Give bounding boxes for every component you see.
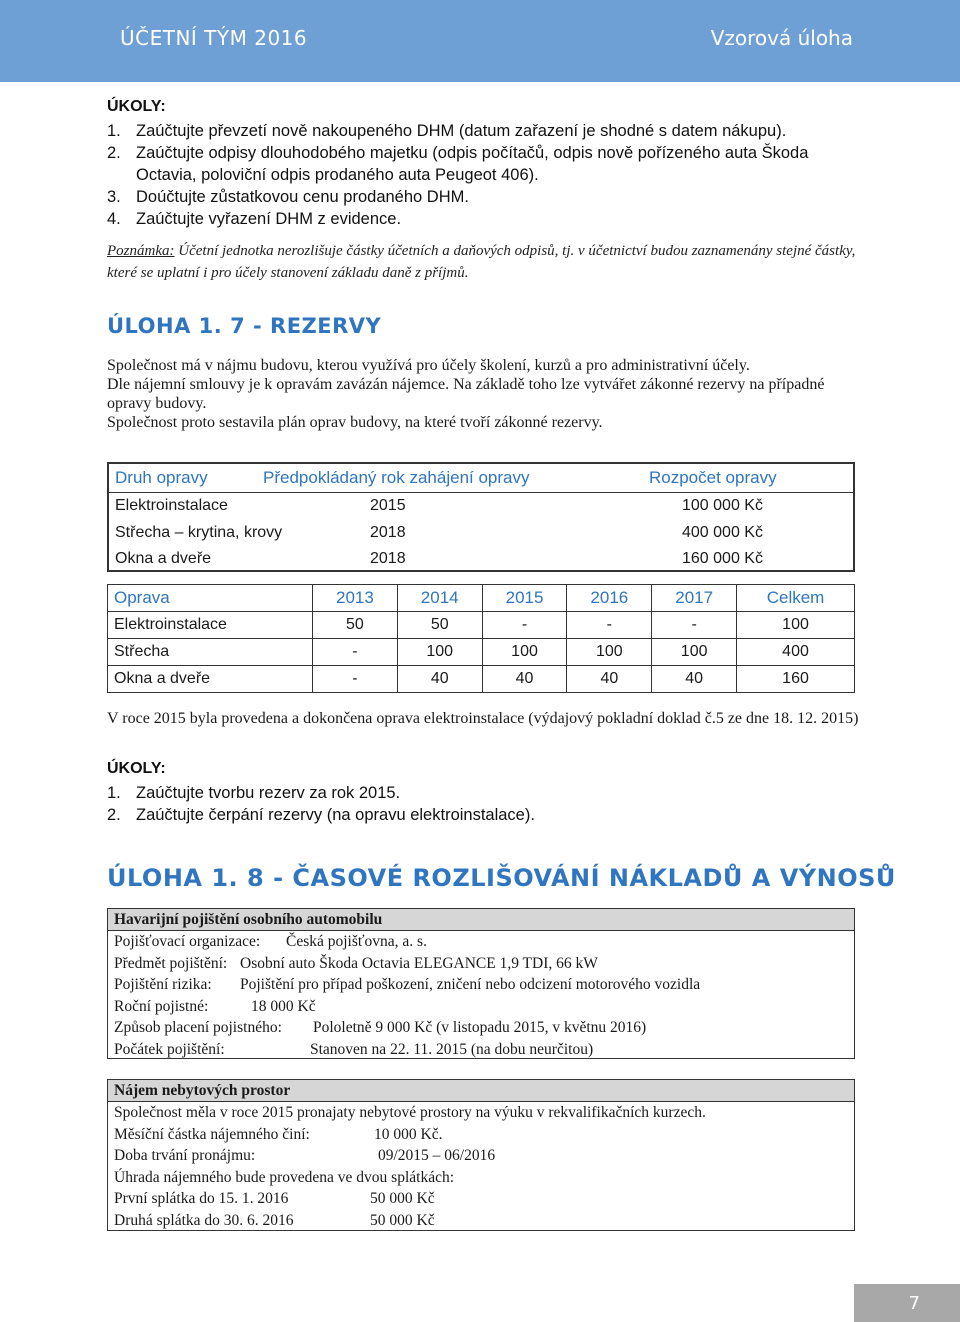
table-cell: Okna a dveře [115, 550, 212, 567]
info-row: Společnost měla v roce 2015 pronajaty nebytové prostory na výuku v rekvalifikačních kurzech. [114, 1104, 706, 1121]
repair-note: V roce 2015 byla provedena a dokončena oprava elektroinstalace (výdajový pokladní doklad č.5 ze dne 18. 12. 2015) [107, 710, 859, 727]
list-item: 1. Zaúčtujte tvorbu rezerv za rok 2015. [107, 784, 401, 802]
info-row: Pojišťovací organizace: Česká pojišťovna, a. s. [114, 933, 427, 950]
reserve-table [107, 584, 855, 693]
lease-title: Nájem nebytových prostor [108, 1080, 854, 1102]
table-cell: 400 [737, 639, 855, 666]
table-cell: 40 [567, 666, 652, 693]
table-header: 2013 [313, 585, 398, 612]
info-row: Druhá splátka do 30. 6. 2016 50 000 Kč [114, 1211, 435, 1229]
info-row: Způsob placení pojistného: Pololetně 9 000 Kč (v listopadu 2015, v květnu 2016) [114, 1019, 647, 1036]
table-header: 2014 [397, 585, 482, 612]
table-cell: Střecha [108, 639, 313, 666]
tasks-heading: ÚKOLY: [107, 98, 166, 115]
table-header: Celkem [737, 585, 855, 612]
table-header: 2017 [652, 585, 737, 612]
tasks-list [107, 782, 867, 826]
tasks-list [107, 120, 867, 230]
insurance-title: Havarijní pojištění osobního automobilu [108, 909, 854, 931]
tasks-heading: ÚKOLY: [107, 760, 166, 777]
note-text: Účetní jednotka nerozlišuje částky účetních a daňových odpisů, tj. v účetnictví budou zaznamenány stejné částky, které se uplatní i pro účely stanovení základu daně z příjmů. [107, 243, 856, 281]
list-item: 2. Zaúčtujte čerpání rezervy (na opravu elektroinstalace). [107, 806, 535, 824]
header-title: ÚČETNÍ TÝM 2016 [120, 26, 308, 50]
table-cell: 400 000 Kč [682, 524, 763, 541]
table-cell: Elektroinstalace [115, 497, 228, 514]
insurance-box [107, 908, 855, 1059]
table-cell: 160 [737, 666, 855, 693]
list-item: 3. Doúčtujte zůstatkovou cenu prodaného DHM. [107, 188, 469, 206]
page-number: 7 [908, 1293, 920, 1314]
paragraph: Společnost proto sestavila plán oprav budovy, na které tvoří zákonné rezervy. [107, 414, 603, 431]
info-row: První splátka do 15. 1. 2016 50 000 Kč [114, 1190, 435, 1207]
table-cell: 40 [652, 666, 737, 693]
info-row: Doba trvání pronájmu: 09/2015 – 06/2016 [114, 1147, 496, 1164]
table-cell: 100 [567, 639, 652, 666]
table-cell: 100 [737, 612, 855, 639]
table-cell: 50 [313, 612, 398, 639]
info-row: Pojištění rizika: Pojištění pro případ poškození, zničení nebo odcizení motorového vozidla [114, 976, 701, 993]
info-row: Měsíční částka nájemného činí: 10 000 Kč. [114, 1125, 443, 1143]
info-row: Úhrada nájemného bude provedena ve dvou splátkách: [114, 1168, 455, 1186]
page-number-box [854, 1284, 960, 1322]
table-header: Rozpočet opravy [649, 468, 777, 487]
lease-box [107, 1079, 855, 1231]
table-cell: 160 000 Kč [682, 550, 763, 567]
repair-plan-table [107, 462, 855, 572]
table-header: Druh opravy [115, 468, 208, 487]
page-header [0, 0, 960, 82]
table-cell: 50 [397, 612, 482, 639]
table-cell: Střecha – krytina, krovy [115, 524, 283, 541]
list-item: 2. Zaúčtujte odpisy dlouhodobého majetku (odpis počítačů, odpis nově pořízeného auta Škoda Octavia, poloviční odpis prodaného auta Peugeot 406). [107, 144, 809, 184]
table-cell: 2015 [370, 497, 406, 514]
table-cell: 100 000 Kč [682, 497, 763, 514]
info-row: Počátek pojištění: Stanoven na 22. 11. 2015 (na dobu neurčitou) [114, 1040, 594, 1058]
table-cell: 100 [482, 639, 567, 666]
table-cell: - [567, 612, 652, 639]
table-cell: Elektroinstalace [108, 612, 313, 639]
header-subtitle: Vzorová úloha [710, 26, 853, 50]
table-header-row [108, 585, 855, 612]
note-label: Poznámka: [107, 243, 175, 259]
paragraph: Dle nájemní smlouvy je k opravám zavázán nájemce. Na základě toho lze vytvářet zákonné rezervy na případné opravy budovy. [107, 376, 825, 412]
table-cell: 100 [652, 639, 737, 666]
table-header: 2016 [567, 585, 652, 612]
table-cell: - [652, 612, 737, 639]
table-cell: - [482, 612, 567, 639]
section-title-casove-rozlisovani: ÚLOHA 1. 8 - ČASOVÉ ROZLIŠOVÁNÍ NÁKLADŮ A VÝNOSŮ [107, 864, 896, 892]
table-cell: 40 [482, 666, 567, 693]
table-cell: 2018 [370, 550, 406, 567]
table-cell: 100 [397, 639, 482, 666]
table-header: Oprava [108, 585, 313, 612]
list-item: 4. Zaúčtujte vyřazení DHM z evidence. [107, 210, 402, 228]
paragraph: Společnost má v nájmu budovu, kterou využívá pro účely školení, kurzů a pro administrativní účely. [107, 357, 750, 374]
table-cell: 2018 [370, 524, 406, 541]
table-cell: - [313, 666, 398, 693]
table-row [108, 612, 855, 639]
section-title-rezervy: ÚLOHA 1. 7 - REZERVY [107, 314, 382, 338]
note [107, 240, 867, 284]
table-header: 2015 [482, 585, 567, 612]
table-row [108, 666, 855, 693]
table-cell: 40 [397, 666, 482, 693]
list-item: 1. Zaúčtujte převzetí nově nakoupeného DHM (datum zařazení je shodné s datem nákupu). [107, 122, 787, 140]
table-row [108, 639, 855, 666]
info-row: Roční pojistné: 18 000 Kč [114, 997, 316, 1015]
table-cell: - [313, 639, 398, 666]
info-row: Předmět pojištění: Osobní auto Škoda Octavia ELEGANCE 1,9 TDI, 66 kW [114, 954, 598, 972]
section-description [107, 356, 867, 432]
table-cell: Okna a dveře [108, 666, 313, 693]
table-header: Předpokládaný rok zahájení opravy [263, 468, 530, 487]
